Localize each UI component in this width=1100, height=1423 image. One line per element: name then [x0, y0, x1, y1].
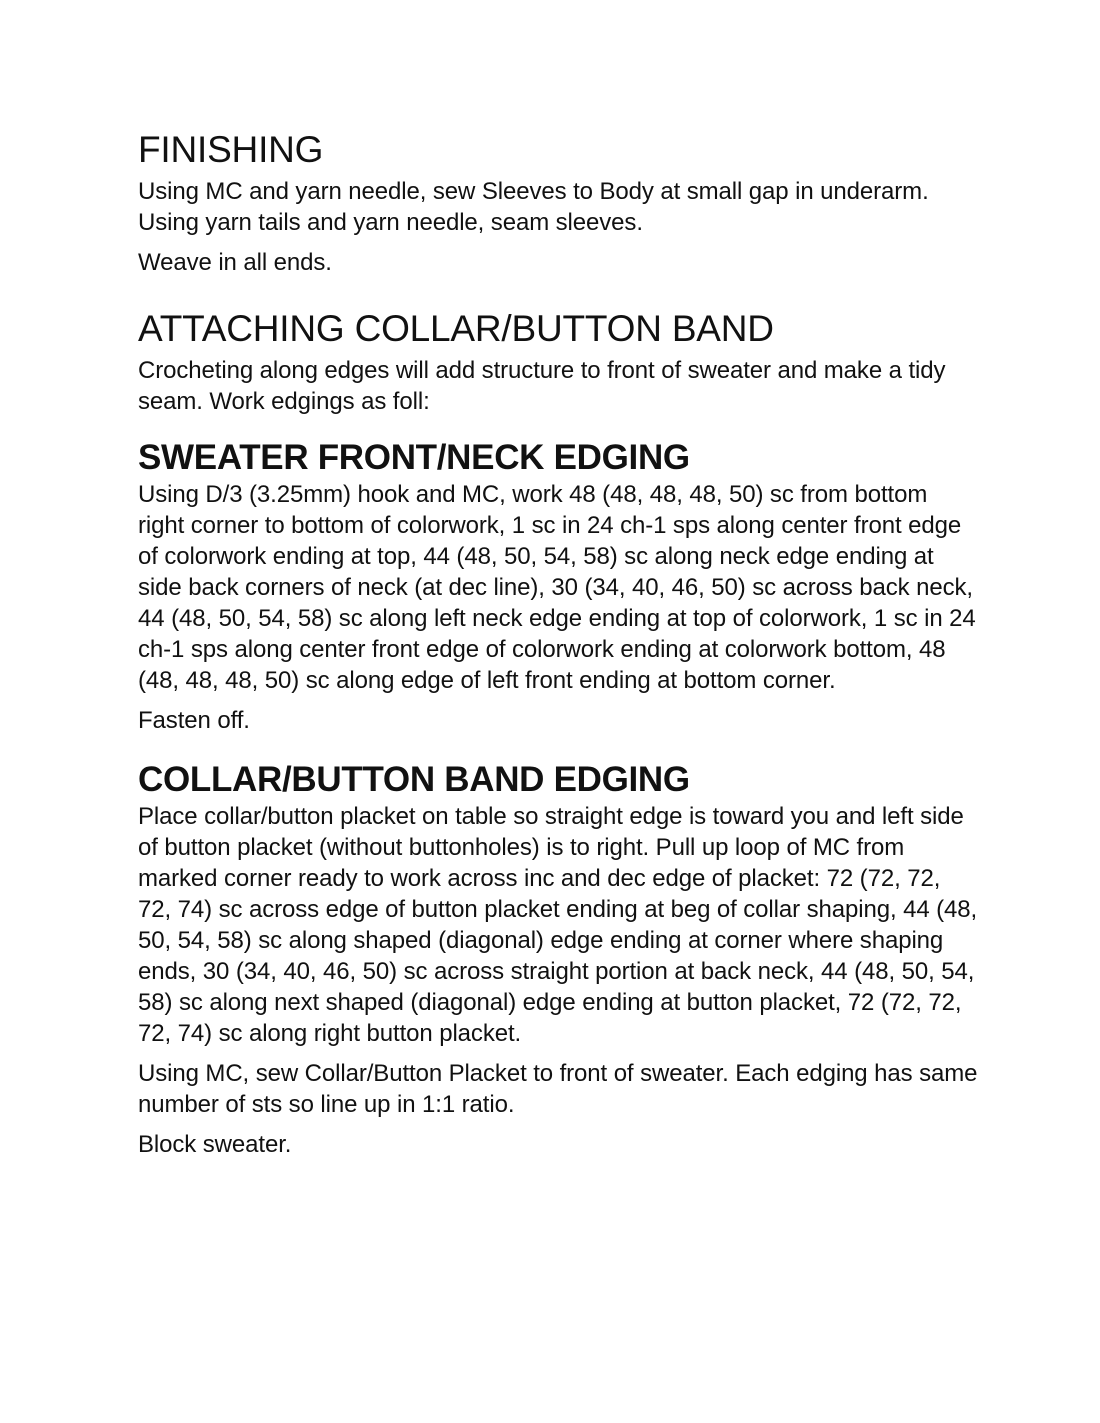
collar-edging-paragraph-block: Block sweater. [138, 1131, 292, 1158]
finishing-paragraph-sew-sleeves: Using MC and yarn needle, sew Sleeves to Body at small gap in underarm. Using yarn tails and yarn needle, seam sleeves. [138, 178, 929, 236]
attaching-paragraph-intro: Crocheting along edges will add structure to front of sweater and make a tidy seam. Work edgings as foll: [138, 357, 946, 415]
sweater-edging-paragraph-fasten-off: Fasten off. [138, 707, 250, 734]
collar-edging-section [138, 759, 978, 1160]
collar-edging-heading: COLLAR/BUTTON BAND EDGING [138, 760, 690, 799]
attaching-section [138, 307, 978, 417]
collar-edging-paragraph-instructions: Place collar/button placket on table so straight edge is toward you and left side of button placket (without buttonholes) is to right. Pull up loop of MC from marked corner ready to work across inc and dec edge of placket: 72 (72, 72, 72, 74) sc across edge of button placket ending at beg of collar shaping, 44 (48, 50, 54, 58) sc along shaped (diagonal) edge ending at corner where shaping ends, 30 (34, 40, 46, 50) sc across straight portion at back neck, 44 (48, 50, 54, 58) sc along next shaped (diagonal) edge ending at button placket, 72 (72, 72, 72, 74) sc along right button placket. [138, 803, 978, 1047]
finishing-heading: FINISHING [138, 129, 324, 170]
finishing-section [138, 128, 978, 278]
sweater-edging-paragraph-instructions: Using D/3 (3.25mm) hook and MC, work 48 (48, 48, 48, 50) sc from bottom right corner to bottom of colorwork, 1 sc in 24 ch-1 sps along center front edge of colorwork ending at top, 44 (48, 50, 54, 58) sc along neck edge ending at side back corners of neck (at dec line), 30 (34, 40, 46, 50) sc across back neck, 44 (48, 50, 54, 58) sc along left neck edge ending at top of colorwork, 1 sc in 24 ch-1 sps along center front edge of colorwork ending at colorwork bottom, 48 (48, 48, 48, 50) sc along edge of left front ending at bottom corner. [138, 481, 976, 694]
finishing-paragraph-weave-ends: Weave in all ends. [138, 249, 332, 276]
sweater-edging-section [138, 437, 978, 736]
sweater-edging-heading: SWEATER FRONT/NECK EDGING [138, 438, 690, 477]
collar-edging-paragraph-sew-placket: Using MC, sew Collar/Button Placket to front of sweater. Each edging has same number of sts so line up in 1:1 ratio. [138, 1060, 978, 1118]
attaching-heading: ATTACHING COLLAR/BUTTON BAND [138, 308, 774, 349]
document-page [138, 128, 978, 1160]
